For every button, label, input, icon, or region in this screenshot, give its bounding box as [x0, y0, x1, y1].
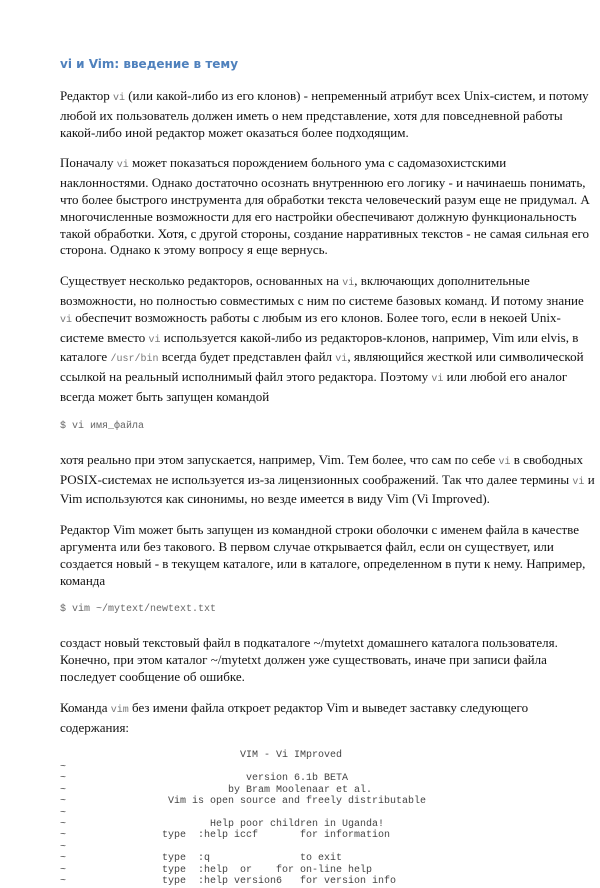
text-line	[60, 652, 550, 669]
text-run: (или какой-либо из его клонов) - непременный атрибут всех Unix-систем, и потому	[124, 88, 589, 103]
inline-code: vi	[342, 278, 355, 290]
inline-code: vim	[110, 704, 129, 716]
paragraph	[60, 451, 595, 508]
vim-screen-line: ~	[60, 761, 67, 773]
text-run: системе вместо	[60, 329, 149, 345]
inline-code: vi	[335, 354, 348, 366]
text-line	[60, 389, 550, 406]
text-line	[60, 369, 568, 389]
paragraph	[60, 522, 586, 589]
inline-code: vi	[431, 374, 444, 386]
text-run: хотя реально при этом запускается, например, Vim. Тем более, что сам по себе	[60, 451, 499, 467]
text-run: любой их пользователь должен иметь о нем представление, хотя для повседневной работы	[60, 107, 563, 123]
text-run: последует сообщение об ошибке.	[60, 668, 245, 684]
vim-screen-line: ~	[60, 807, 67, 819]
text-run: без имени файла откроет редактор Vim и выведет заставку следующего	[128, 699, 529, 715]
text-run: такой обработки. Хотя, с другой стороны, создание нарративных текстов - не самая сильная его	[60, 225, 590, 241]
vim-splash-screen	[60, 750, 550, 887]
text-run: Команда	[60, 699, 111, 715]
paragraph	[60, 635, 558, 685]
text-run: используется какой-либо из редакторов-клонов, например, Vim или elvis, в	[160, 329, 579, 345]
text-line	[60, 573, 550, 590]
text-run: содержания:	[60, 719, 130, 735]
text-run: создаст новый текстовый файл в подкаталоге ~/mytetxt домашнего каталога пользователя.	[60, 635, 558, 651]
vim-screen-line: ~	[60, 841, 67, 853]
text-run: каталоге	[60, 349, 111, 365]
inline-code: vi	[60, 314, 73, 326]
vim-screen-line: ~ Vim is open source and freely distributable	[60, 796, 427, 808]
text-line	[60, 635, 558, 652]
text-line	[60, 273, 550, 293]
text-line	[60, 292, 584, 310]
text-run: обеспечит возможность работы с любым из его клонов. Более того, если в некоей Unix-	[72, 309, 561, 325]
text-line	[60, 88, 589, 108]
inline-code: vi	[572, 476, 585, 488]
text-run: наклонностями. Однако достаточно осознать внутреннюю его логику - и начинаешь понимать,	[60, 175, 586, 191]
vim-screen-line: ~ Help poor children in Uganda!	[60, 819, 385, 831]
text-run: в свободных	[510, 451, 584, 467]
text-line	[60, 491, 550, 508]
text-run: всегда будет представлен файл	[158, 349, 336, 365]
text-run: ссылкой на реальный исполнимый файл этого редактора. Поэтому	[60, 369, 432, 385]
paragraph	[60, 155, 590, 259]
vim-screen-line: VIM - Vi IMproved	[60, 750, 343, 762]
text-line	[60, 700, 550, 720]
text-line	[60, 555, 586, 573]
text-run: и	[584, 471, 595, 487]
text-line	[60, 208, 577, 226]
text-run: всегда может быть запущен командой	[60, 388, 270, 404]
text-run: Поначалу	[60, 155, 117, 171]
section-title: vi и Vim: введение в тему	[60, 57, 239, 71]
inline-code: vi	[148, 334, 161, 346]
text-line	[60, 175, 586, 192]
text-run: какой-либо иной редактор может оказаться более подходящим.	[60, 124, 409, 140]
paragraph	[60, 700, 550, 737]
text-run: Vim используются как синонимы, но везде имеется в виду Vim (Vi Improved).	[60, 491, 490, 507]
document-page	[60, 57, 595, 888]
text-line	[60, 107, 563, 125]
text-run: сторона. Однако к этому вопросу я еще вернусь.	[60, 242, 328, 258]
vim-screen-line: ~ version 6.1b BETA	[60, 773, 349, 785]
vim-screen-line: ~ type :q to exit	[60, 853, 343, 865]
text-run: Существует несколько редакторов, основанных на	[60, 273, 343, 289]
document-body	[60, 88, 595, 736]
text-run: Редактор Vim может быть запущен из командной строки оболочки с именем файла в качестве	[60, 522, 580, 538]
text-run: может показаться порождением больного ума с садомазохистскими	[128, 155, 507, 171]
text-line	[60, 125, 550, 142]
text-line	[60, 309, 561, 330]
text-line	[60, 225, 590, 243]
text-line	[60, 522, 580, 539]
command-example: $ vi имя_файла	[60, 420, 145, 432]
text-run: , включающих дополнительные	[354, 273, 530, 289]
vim-screen-line: ~ type :help version6 for version info	[60, 876, 397, 888]
vim-screen-line: ~ type :help iccf for information	[60, 830, 391, 842]
text-run: аргумента или без такового. В первом случае открывается файл, если он существует, или	[60, 538, 554, 554]
inline-code: vi	[498, 456, 511, 468]
text-line	[60, 720, 550, 737]
text-line	[60, 191, 590, 209]
text-run: Конечно, при этом каталог ~/mytetxt должен уже существовать, иначе при записи файла	[60, 652, 547, 668]
text-line	[60, 669, 550, 686]
text-line	[60, 242, 550, 259]
text-run: Редактор	[60, 88, 113, 103]
text-line	[60, 349, 584, 369]
text-line	[60, 451, 584, 472]
paragraph	[60, 88, 589, 141]
vim-screen-line: ~ type :help or for on-line help	[60, 864, 373, 876]
text-run: что более быстрого инструмента для обработки текста человеческий разум еще не придумал. А	[60, 191, 590, 207]
text-run: многочисленные возможности для его настройки обеспечивают должную функциональность	[60, 208, 577, 224]
inline-code: vi	[116, 160, 129, 172]
text-run: , являющийся жесткой или символической	[347, 349, 584, 365]
text-line	[60, 155, 550, 175]
text-run: возможности, но полностью совместимых с ним по системе базовых команд. И потому знание	[60, 292, 584, 308]
text-line	[60, 538, 554, 556]
paragraph	[60, 273, 584, 406]
text-line	[60, 471, 595, 492]
text-run: команда	[60, 572, 106, 588]
text-run: создается новый - в текущем каталоге, или в каталоге, определенном в пути к нему. Например,	[60, 555, 586, 571]
text-run: POSIX-системах не используется из-за лицензионных соображений. Так что далее термины	[60, 471, 573, 487]
text-line	[60, 329, 579, 350]
text-run: или любой его аналог	[443, 369, 568, 385]
vim-screen-line: ~ by Bram Moolenaar et al.	[60, 784, 373, 796]
inline-code: vi	[112, 93, 125, 104]
inline-code: /usr/bin	[110, 354, 159, 366]
command-example: $ vim ~/mytext/newtext.txt	[60, 604, 217, 616]
